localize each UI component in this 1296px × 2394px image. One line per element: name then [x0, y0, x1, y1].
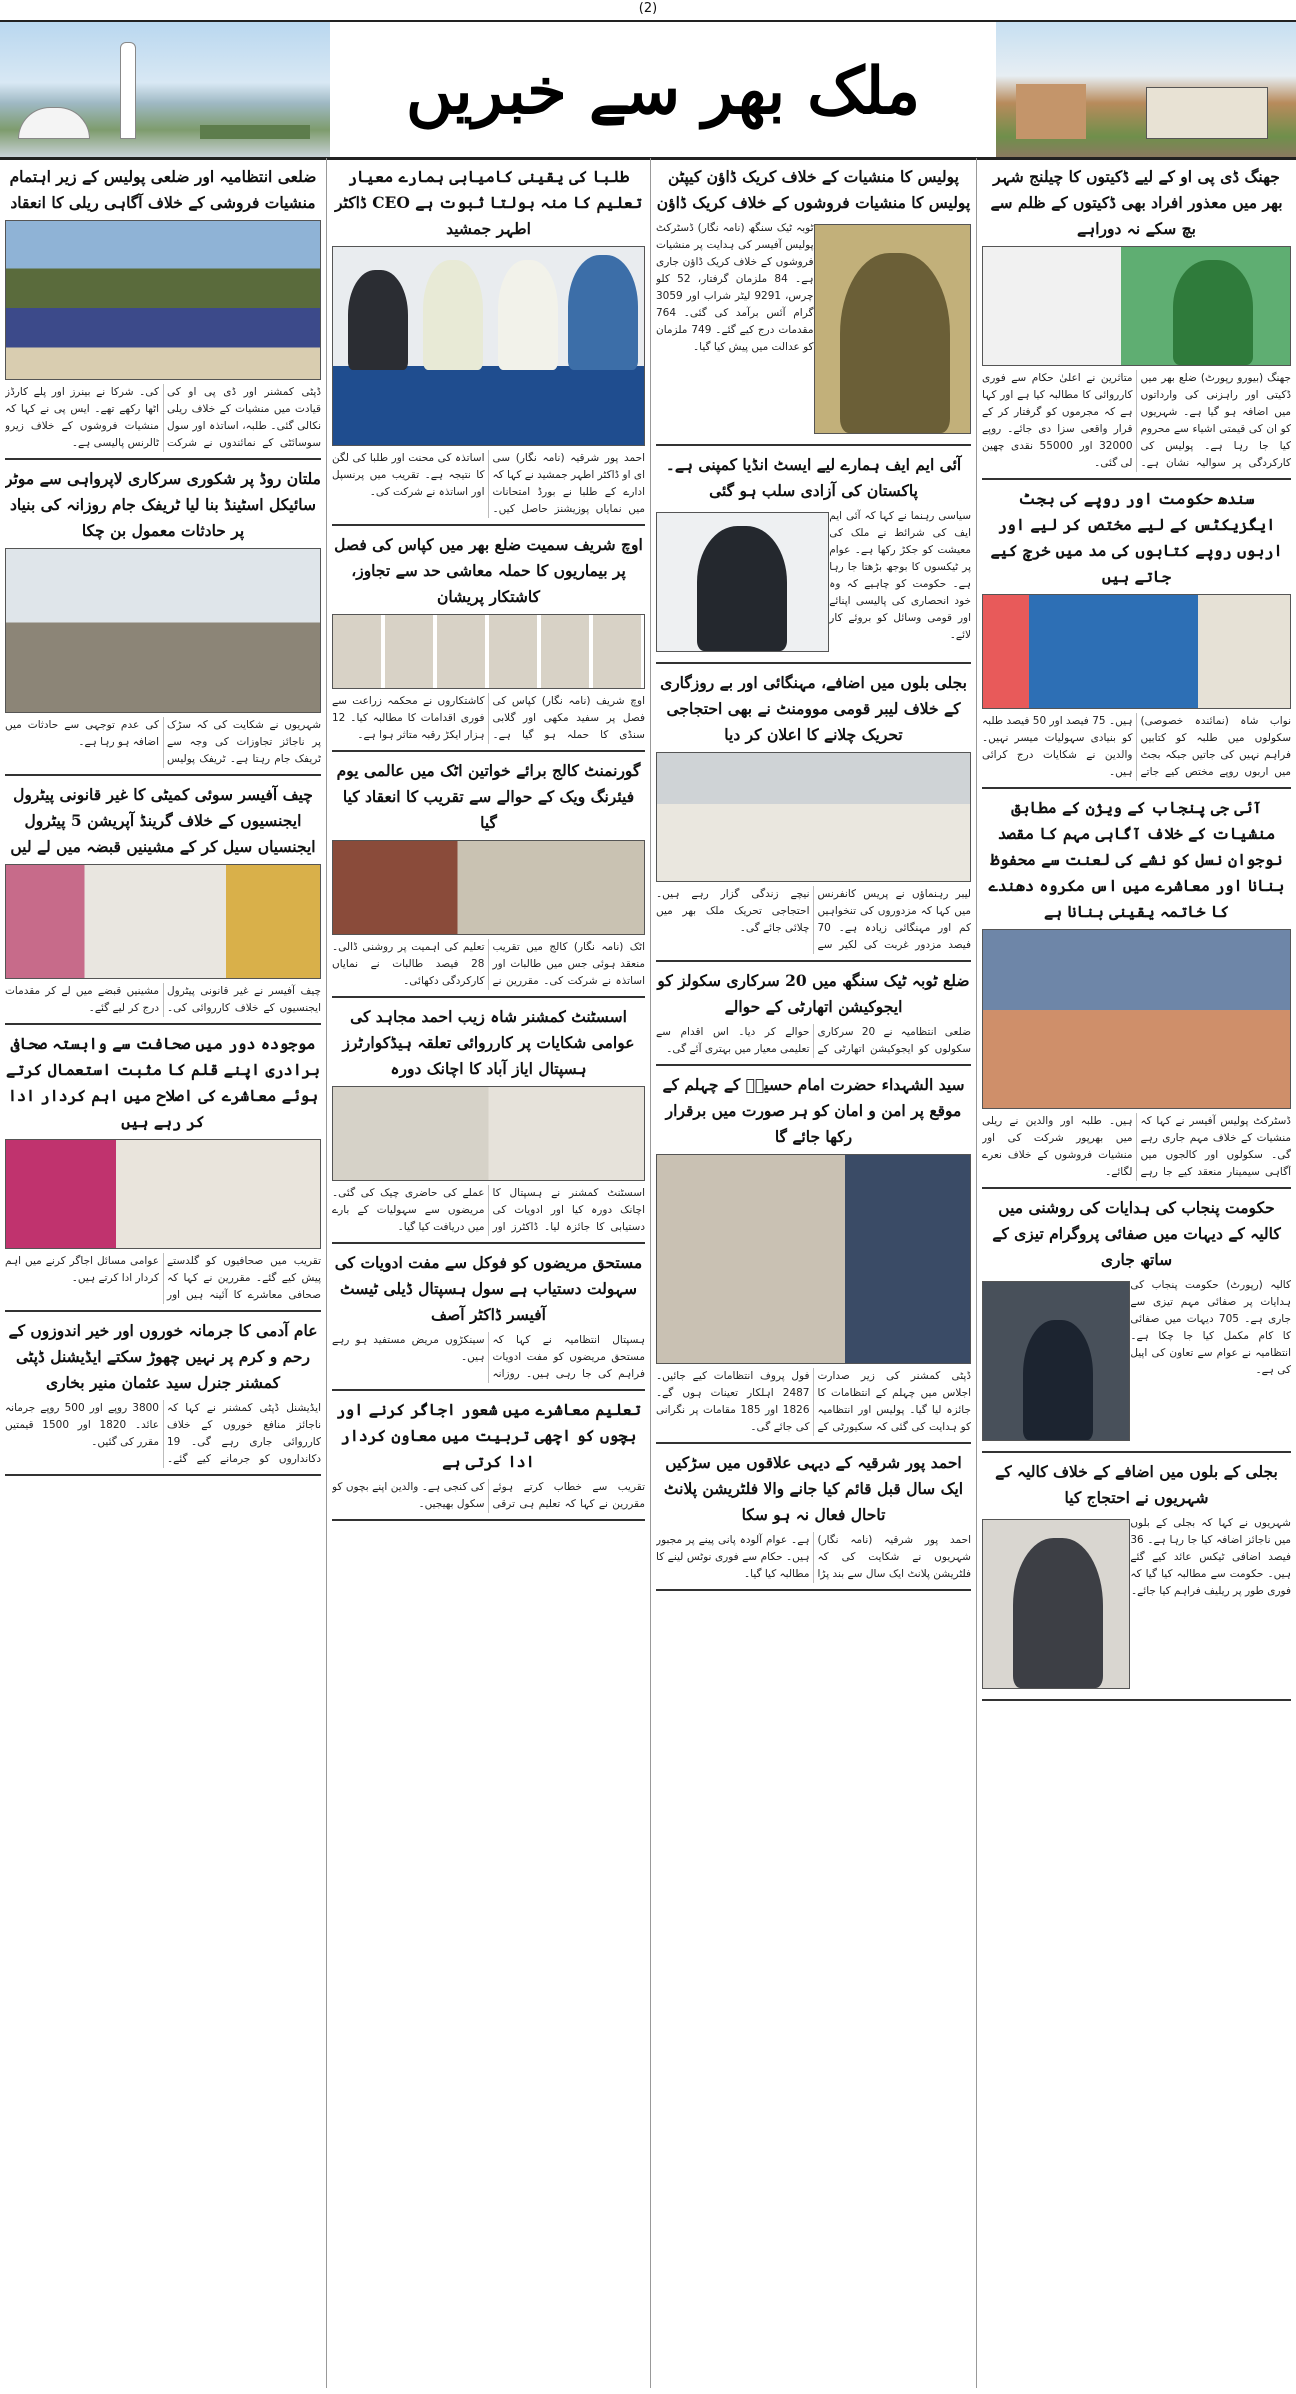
news-story — [982, 158, 1291, 480]
masthead — [0, 20, 1296, 160]
news-story — [656, 1444, 971, 1591]
story-headline: حکومت پنجاب کی ہدایات کی روشنی میں کالیہ کے دیہات میں صفائی پروگرام تیزی کے ساتھ جاری — [992, 1198, 1281, 1269]
news-column-4 — [0, 158, 326, 2388]
story-headline: موجودہ دور میں صحافت سے وابستہ صحافی برادری اپنے قلم کا مثبت استعمال کرتے ہوئے معاشرے کی اصلاح میں اہم کردار ادا کر رہے ہیں — [6, 1034, 320, 1131]
story-headline: سندھ حکومت اور روپے کی بجٹ ایگزیکٹس کے لیے مختص کر لیے اور اربوں روپے کتابوں کی مد میں خرچ کیے جاتے ہیں — [990, 489, 1283, 586]
story-headline: اسسٹنٹ کمشنر شاہ زیب احمد مجاہد کی عوامی شکایات پر کارروائی تعلقہ ہیڈکوارٹرز ہسپتال ایاز آباد کا اچانک دورہ — [342, 1007, 635, 1078]
story-photo — [5, 864, 321, 979]
story-body: لیبر رہنماؤں نے پریس کانفرنس میں کہا کہ مزدوروں کی تنخواہیں کم اور مہنگائی زیادہ ہے۔ 70 فیصد مزدور غربت کی لکیر سے نیچے زندگی گزار رہے ہیں۔ احتجاجی تحریک ملک بھر میں چلائی جائے گی۔ — [656, 888, 971, 951]
story-headline: گورنمنٹ کالج برائے خواتین اٹک میں عالمی یوم فیئرنگ ویک کے حوالے سے تقریب کا انعقاد کیا گیا — [336, 761, 641, 832]
news-story — [5, 1025, 321, 1312]
story-photo — [656, 752, 971, 882]
story-photo — [5, 548, 321, 713]
news-story — [656, 158, 971, 446]
story-photo — [982, 929, 1291, 1109]
story-body: تقریب سے خطاب کرتے ہوئے مقررین نے کہا کہ تعلیم ہی ترقی کی کنجی ہے۔ والدین اپنے بچوں کو سکول بھیجیں۔ — [332, 1481, 645, 1510]
story-photo — [332, 840, 645, 935]
story-body: سیاسی رہنما نے کہا کہ آئی ایم ایف کی شرائط نے ملک کی معیشت کو جکڑ رکھا ہے۔ عوام پر ٹیکسوں کا بوجھ بڑھتا جا رہا ہے۔ حکومت کو چاہیے کہ وہ خود انحصاری کی پالیسی اپنائے اور قومی وسائل کو بروئے کار لائے۔ — [829, 510, 971, 641]
news-story — [982, 480, 1291, 789]
news-column-1 — [976, 158, 1296, 2388]
story-headline: پولیس کا منشیات کے خلاف کریک ڈاؤن کیپٹن پولیس کا منشیات فروشوں کے خلاف کریک ڈاؤن — [656, 167, 971, 212]
story-photo — [982, 246, 1291, 366]
news-story — [5, 1312, 321, 1476]
news-column-2 — [650, 158, 976, 2388]
story-body: چیف آفیسر نے غیر قانونی پیٹرول ایجنسیوں کے خلاف کارروائی کی۔ مشینیں قبضے میں لے کر مقدمات درج کر لیے گئے۔ — [5, 985, 321, 1014]
story-body: احمد پور شرقیہ (نامہ نگار) شہریوں نے شکایت کی کہ فلٹریشن پلانٹ ایک سال سے بند پڑا ہے۔ عوام آلودہ پانی پینے پر مجبور ہیں۔ حکام سے فوری نوٹس لینے کا مطالبہ کیا گیا۔ — [656, 1534, 971, 1580]
story-body: نواب شاہ (نمائندہ خصوصی) سکولوں میں طلبہ کو کتابیں فراہم نہیں کی جاتیں جبکہ بجٹ میں اربوں روپے مختص کیے جاتے ہیں۔ 75 فیصد اور 50 فیصد طلبہ کو بنیادی سہولیات میسر نہیں۔ والدین نے شکایات درج کرائی ہیں۔ — [982, 715, 1291, 778]
story-photo — [982, 1281, 1130, 1441]
news-story — [656, 446, 971, 664]
story-body: ڈپٹی کمشنر کی زیر صدارت اجلاس میں چہلم کے انتظامات کا جائزہ لیا گیا۔ پولیس اور انتظامیہ کو ہدایت کی گئی کہ سکیورٹی کے فول پروف انتظامات کیے جائیں۔ 2487 اہلکار تعینات ہوں گے۔ 1826 اور 185 مقامات پر نگرانی کی جائے گی۔ — [656, 1370, 971, 1433]
story-headline: مستحق مریضوں کو فوکل سے مفت ادویات کی سہولت دستیاب ہے سول ہسپتال ڈیلی ٹیسٹ آفیسر ڈاکٹر آصف — [334, 1253, 643, 1324]
story-body: اسسٹنٹ کمشنر نے ہسپتال کا اچانک دورہ کیا اور ادویات کی دستیابی کا جائزہ لیا۔ ڈاکٹرز اور عملے کی حاضری چیک کی گئی۔ مریضوں سے سہولیات کے بارے میں دریافت کیا گیا۔ — [332, 1187, 645, 1233]
news-story — [982, 1453, 1291, 1701]
news-story — [5, 776, 321, 1025]
story-body: احمد پور شرقیہ (نامہ نگار) سی ای او ڈاکٹر اطہر جمشید نے کہا کہ ادارے کے طلبا نے بورڈ امتحانات میں نمایاں پوزیشنز حاصل کیں۔ اساتذہ کی محنت اور طلبا کی لگن کا نتیجہ ہے۔ تقریب میں پرنسپل اور اساتذہ نے شرکت کی۔ — [332, 452, 645, 515]
story-headline: ضلع ٹوبہ ٹیک سنگھ میں 20 سرکاری سکولز کو ایجوکیشن اتھارٹی کے حوالے — [657, 971, 970, 1016]
story-body: اوچ شریف (نامہ نگار) کپاس کی فصل پر سفید مکھی اور گلابی سنڈی کا حملہ ہو گیا ہے۔ کاشتکاروں نے محکمہ زراعت سے فوری اقدامات کا مطالبہ کیا۔ 12 ہزار ایکڑ رقبہ متاثر ہوا ہے۔ — [332, 695, 645, 741]
story-body: ڈسٹرکٹ پولیس آفیسر نے کہا کہ منشیات کے خلاف مہم جاری رہے گی۔ سکولوں اور کالجوں میں آگاہی سیمینار منعقد کیے جا رہے ہیں۔ طلبہ اور والدین نے ریلی میں بھرپور شرکت کی اور منشیات فروشوں کے خلاف نعرے لگائے۔ — [982, 1115, 1291, 1178]
news-story — [5, 460, 321, 776]
story-photo — [332, 614, 645, 689]
masthead-title: ملک بھر سے خبریں — [405, 54, 921, 129]
story-photo — [656, 1154, 971, 1364]
news-story — [982, 1189, 1291, 1453]
story-body: اٹک (نامہ نگار) کالج میں تقریب منعقد ہوئی جس میں طالبات اور اساتذہ نے شرکت کی۔ مقررین نے تعلیم کی اہمیت پر روشنی ڈالی۔ 28 فیصد طالبات نے نمایاں کارکردگی دکھائی۔ — [332, 941, 645, 987]
news-story — [656, 962, 971, 1066]
story-headline: ضلعی انتظامیہ اور ضلعی پولیس کے زیر اہتمام منشیات فروشی کے خلاف آگاہی ریلی کا انعقاد — [9, 167, 317, 212]
story-body: جھنگ (بیورو رپورٹ) ضلع بھر میں ڈکیتی اور راہزنی کی وارداتوں میں اضافہ ہو گیا ہے۔ شہریوں کو ان کی قیمتی اشیاء سے محروم کیا جا رہا ہے۔ پولیس کی کارکردگی پر سوالیہ نشان ہے۔ متاثرین نے اعلیٰ حکام سے فوری کارروائی کا مطالبہ کیا ہے اور کہا ہے کہ مجرموں کو گرفتار کر کے قرار واقعی سزا دی جائے۔ روپے 32000 اور 55000 نقدی چھین لی گئی۔ — [982, 372, 1291, 469]
story-headline: احمد پور شرقیہ کے دیہی علاقوں میں سڑکیں ایک سال قبل قائم کیا جانے والا فلٹریشن پلانٹ تاحال فعال نہ ہو سکا — [663, 1453, 964, 1524]
news-story — [656, 1066, 971, 1444]
news-story — [332, 526, 645, 752]
story-photo — [332, 246, 645, 446]
story-headline: آئی جی پنجاب کے ویژن کے مطابق منشیات کے خلاف آگاہی مہم کا مقصد نوجوان نسل کو نشے کی لعنت سے محفوظ بنانا اور معاشرے میں اس مکروہ دھندے کا خاتمہ یقینی بنانا ہے — [988, 798, 1285, 921]
news-story — [332, 1391, 645, 1521]
story-body: کالیہ (رپورٹ) حکومت پنجاب کی ہدایات پر صفائی مہم تیزی سے جاری ہے۔ 705 دیہات میں صفائی کا کام مکمل کیا جا چکا ہے۔ انتظامیہ نے عوام سے تعاون کی اپیل کی ہے۔ — [1130, 1279, 1291, 1376]
page-number: (2) — [638, 1, 658, 16]
news-column-3 — [326, 158, 650, 2388]
story-headline: بجلی کے بلوں میں اضافے کے خلاف کالیہ کے شہریوں نے احتجاج کیا — [995, 1462, 1278, 1507]
story-body: ضلعی انتظامیہ نے 20 سرکاری سکولوں کو ایجوکیشن اتھارٹی کے حوالے کر دیا۔ اس اقدام سے تعلیمی معیار میں بہتری آئے گی۔ — [656, 1026, 971, 1055]
story-photo — [814, 224, 972, 434]
news-story — [982, 789, 1291, 1189]
story-headline: عام آدمی کا جرمانہ خوروں اور خیر اندوزوں کے رحم و کرم پر نہیں چھوڑ سکتے ایڈیشنل ڈپٹی کمشنر جنرل سید عثمان منیر بخاری — [8, 1321, 318, 1392]
masthead-landmarks-right — [996, 22, 1296, 157]
story-photo — [5, 1139, 321, 1249]
story-headline: بجلی بلوں میں اضافے، مہنگائی اور بے روزگاری کے خلاف لیبر قومی موومنٹ نے بھی احتجاجی تحریک چلانے کا اعلان کر دیا — [660, 673, 967, 744]
news-story — [5, 158, 321, 460]
story-photo — [5, 220, 321, 380]
story-photo — [332, 1086, 645, 1181]
news-story — [332, 1244, 645, 1391]
story-headline: اوچ شریف سمیت ضلع بھر میں کپاس کی فصل پر بیماریوں کا حملہ معاشی حد سے تجاوز، کاشتکار پریشان — [334, 535, 643, 606]
news-story — [332, 752, 645, 998]
story-headline: جھنگ ڈی پی او کے لیے ڈکیتوں کا چیلنج شہر بھر میں معذور افراد بھی ڈکیتوں کے ظلم سے بچ سکے نہ دوراہے — [990, 167, 1283, 238]
story-headline: طلبا کی یقینی کامیابی ہمارے معیار تعلیم کا منہ بولتا ثبوت ہے CEO ڈاکٹر اطہر جمشید — [334, 167, 643, 238]
news-story — [656, 664, 971, 962]
story-photo — [982, 594, 1291, 709]
story-headline: ملتان روڈ پر شکوری سرکاری لاپرواہی سے موٹر سائیکل اسٹینڈ بنا لیا ٹریفک جام روزانہ کی بنیاد پر حادثات معمول بن چکا — [5, 469, 321, 540]
story-body: تقریب میں صحافیوں کو گلدستے پیش کیے گئے۔ مقررین نے کہا کہ صحافی معاشرے کا آئینہ ہیں اور عوامی مسائل اجاگر کرنے میں اہم کردار ادا کرتے ہیں۔ — [5, 1255, 321, 1301]
story-body: شہریوں نے شکایت کی کہ سڑک پر ناجائز تجاوزات کی وجہ سے ٹریفک جام رہتا ہے۔ ٹریفک پولیس کی عدم توجہی سے حادثات میں اضافہ ہو رہا ہے۔ — [5, 719, 321, 765]
news-story — [332, 158, 645, 526]
story-headline: آئی ایم ایف ہمارے لیے ایسٹ انڈیا کمپنی ہے۔ پاکستان کی آزادی سلب ہو گئی — [665, 455, 962, 500]
news-story — [332, 998, 645, 1244]
story-headline: سید الشہداء حضرت امام حسینؓ کے چہلم کے موقع پر امن و امان کو ہر صورت میں برقرار رکھا جائے گا — [662, 1075, 965, 1146]
story-body: شہریوں نے کہا کہ بجلی کے بلوں میں ناجائز اضافہ کیا جا رہا ہے۔ 36 فیصد اضافی ٹیکس عائد کیے گئے ہیں۔ حکومت سے مطالبہ کیا گیا کہ فوری طور پر ریلیف فراہم کیا جائے۔ — [1130, 1517, 1291, 1597]
story-body: ایڈیشنل ڈپٹی کمشنر نے کہا کہ ناجائز منافع خوروں کے خلاف کارروائی جاری رہے گی۔ 19 دکانداروں کو جرمانے کیے گئے۔ 3800 روپے اور 500 روپے جرمانہ عائد۔ 1820 اور 1500 قیمتیں مقرر کی گئیں۔ — [5, 1402, 321, 1465]
masthead-landmarks-left — [0, 22, 330, 157]
story-photo — [982, 1519, 1130, 1689]
story-body: ہسپتال انتظامیہ نے کہا کہ مستحق مریضوں کو مفت ادویات فراہم کی جا رہی ہیں۔ روزانہ سینکڑوں مریض مستفید ہو رہے ہیں۔ — [332, 1334, 645, 1380]
story-body: ڈپٹی کمشنر اور ڈی پی او کی قیادت میں منشیات کے خلاف ریلی نکالی گئی۔ طلبہ، اساتذہ اور سول سوسائٹی کے نمائندوں نے شرکت کی۔ شرکا نے بینرز اور پلے کارڈز اٹھا رکھے تھے۔ ایس پی نے کہا کہ منشیات فروشوں کے خلاف زیرو ٹالرنس پالیسی ہے۔ — [5, 386, 321, 449]
story-photo — [656, 512, 829, 652]
story-headline: تعلیم معاشرے میں شعور اجاگر کرنے اور بچوں کو اچھی تربیت میں معاون کردار ادا کرتی ہے — [336, 1400, 641, 1471]
story-body: ٹوبہ ٹیک سنگھ (نامہ نگار) ڈسٹرکٹ پولیس آفیسر کی ہدایت پر منشیات فروشوں کے خلاف کریک ڈاؤن جاری ہے۔ 84 ملزمان گرفتار، 52 کلو چرس، 9291 لیٹر شراب اور 3059 گرام آئس برآمد کی گئی۔ 764 مقدمات درج کیے گئے۔ 749 ملزمان کو عدالت میں پیش کیا گیا۔ — [656, 222, 814, 353]
story-headline: چیف آفیسر سوئی کمیٹی کا غیر قانونی پیٹرول ایجنسیوں کے خلاف گرینڈ آپریشن 5 پیٹرول ایجنسیاں سیل کر کے مشینیں قبضہ میں لے لیں — [10, 785, 316, 856]
